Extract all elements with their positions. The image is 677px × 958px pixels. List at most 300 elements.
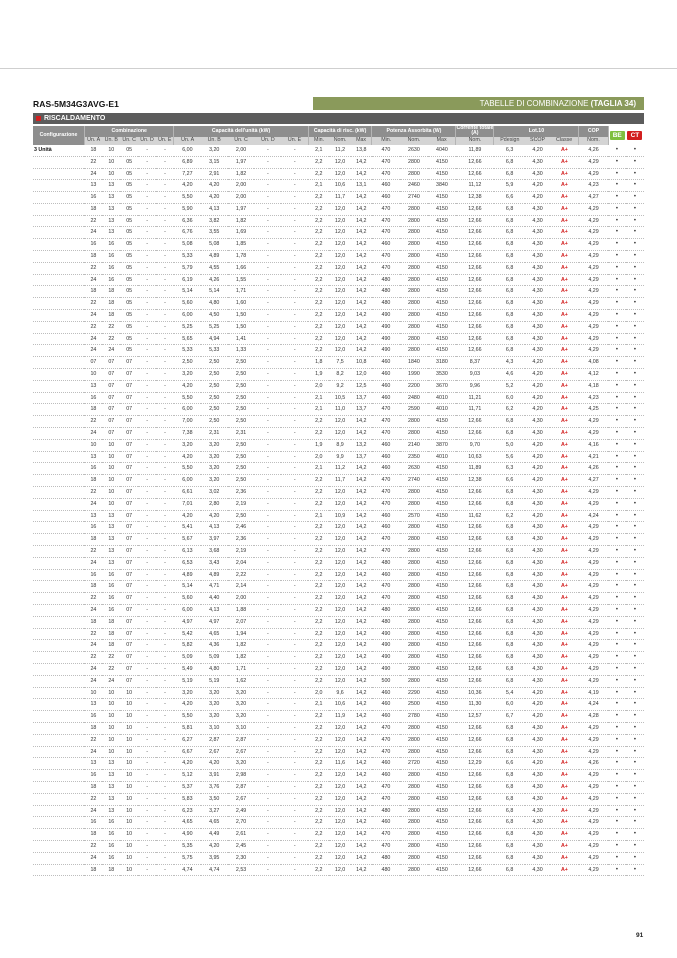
table-cell: 2,36 <box>228 534 255 546</box>
table-cell: 3,20 <box>201 475 228 487</box>
table-cell: 4,30 <box>525 262 550 274</box>
energy-class-cell: A+ <box>550 262 579 274</box>
table-cell: 4,20 <box>525 687 550 699</box>
table-cell: - <box>156 475 174 487</box>
table-cell: - <box>254 628 281 640</box>
table-cell: 490 <box>372 652 400 664</box>
table-cell: 07 <box>102 404 120 416</box>
table-cell: 07 <box>120 616 138 628</box>
table-cell: - <box>281 498 308 510</box>
table-cell: 13,1 <box>351 180 372 192</box>
table-cell: 4,20 <box>201 758 228 770</box>
config-cell: 3 Unità <box>33 145 84 156</box>
table-cell: - <box>281 675 308 687</box>
table-cell: 4,20 <box>525 711 550 723</box>
table-cell: - <box>138 345 156 357</box>
table-cell: 4,20 <box>525 439 550 451</box>
table-cell: 18 <box>84 475 102 487</box>
config-cell <box>33 487 84 499</box>
table-cell: 10 <box>120 770 138 782</box>
table-cell: 12,0 <box>329 498 350 510</box>
table-cell: 10,6 <box>329 180 350 192</box>
table-cell: 6,8 <box>494 522 525 534</box>
table-cell: 13 <box>102 534 120 546</box>
table-row <box>33 345 644 357</box>
table-cell: 2,2 <box>308 298 329 310</box>
table-cell: 2630 <box>400 145 428 156</box>
ct-bullet: • <box>626 734 644 746</box>
energy-class-cell: A+ <box>550 392 579 404</box>
table-cell: 07 <box>120 428 138 440</box>
table-cell: 12,66 <box>456 817 494 829</box>
table-cell: - <box>156 251 174 263</box>
config-cell <box>33 156 84 168</box>
table-cell: 4150 <box>428 829 456 841</box>
table-cell: - <box>156 451 174 463</box>
table-cell: 470 <box>372 581 400 593</box>
table-cell: 05 <box>120 215 138 227</box>
table-cell: 4150 <box>428 734 456 746</box>
table-cell: - <box>156 770 174 782</box>
ct-bullet: • <box>626 829 644 841</box>
table-cell: 2800 <box>400 817 428 829</box>
table-cell: 4150 <box>428 581 456 593</box>
table-cell: 5,25 <box>174 321 201 333</box>
energy-class-cell: A+ <box>550 369 579 381</box>
table-row <box>33 203 644 215</box>
table-row <box>33 428 644 440</box>
table-cell: 4,30 <box>525 522 550 534</box>
config-cell <box>33 428 84 440</box>
table-cell: - <box>254 616 281 628</box>
table-cell: - <box>156 392 174 404</box>
table-cell: 4150 <box>428 569 456 581</box>
table-cell: 12,0 <box>329 274 350 286</box>
table-cell: 2,50 <box>201 380 228 392</box>
energy-class-cell: A+ <box>550 428 579 440</box>
table-cell: 2,2 <box>308 711 329 723</box>
table-cell: 05 <box>120 251 138 263</box>
table-cell: 12,0 <box>351 369 372 381</box>
table-cell: - <box>254 239 281 251</box>
table-cell: - <box>156 758 174 770</box>
table-cell: 2,2 <box>308 428 329 440</box>
table-cell: 18 <box>102 616 120 628</box>
config-cell <box>33 357 84 369</box>
table-cell: 470 <box>372 498 400 510</box>
table-body <box>33 145 644 876</box>
combination-table-banner <box>313 97 644 110</box>
energy-class-cell: A+ <box>550 498 579 510</box>
table-cell: - <box>281 852 308 864</box>
ct-bullet: • <box>626 699 644 711</box>
config-cell <box>33 239 84 251</box>
table-cell: 5,6 <box>494 451 525 463</box>
table-cell: 22 <box>84 546 102 558</box>
table-cell: 3,20 <box>201 145 228 156</box>
table-cell: - <box>156 829 174 841</box>
table-cell: 3180 <box>428 357 456 369</box>
config-cell <box>33 557 84 569</box>
table-row <box>33 156 644 168</box>
energy-class-cell: A+ <box>550 805 579 817</box>
table-cell: 2,50 <box>228 510 255 522</box>
table-cell: 5,67 <box>174 534 201 546</box>
be-bullet: • <box>608 380 626 392</box>
table-cell: - <box>138 298 156 310</box>
table-cell: 4,30 <box>525 498 550 510</box>
be-bullet: • <box>608 475 626 487</box>
table-cell: 460 <box>372 510 400 522</box>
table-cell: - <box>254 852 281 864</box>
table-cell: 6,23 <box>174 805 201 817</box>
table-cell: 2,04 <box>228 557 255 569</box>
table-cell: 14,2 <box>351 817 372 829</box>
table-cell: 12,0 <box>329 310 350 322</box>
header-configurazione: Configurazione <box>33 126 84 145</box>
table-cell: - <box>281 286 308 298</box>
table-row <box>33 699 644 711</box>
table-cell: 4,30 <box>525 734 550 746</box>
table-cell: - <box>281 156 308 168</box>
table-cell: 4150 <box>428 239 456 251</box>
table-cell: 6,8 <box>494 581 525 593</box>
table-cell: 13 <box>102 781 120 793</box>
table-cell: - <box>254 262 281 274</box>
table-cell: 3,10 <box>201 722 228 734</box>
table-row <box>33 498 644 510</box>
subheader-cell: Un. D <box>138 137 156 145</box>
table-cell: 07 <box>120 475 138 487</box>
table-row <box>33 593 644 605</box>
table-cell: - <box>138 699 156 711</box>
table-cell: 11,89 <box>456 145 494 156</box>
ct-bullet: • <box>626 534 644 546</box>
table-cell: 12,66 <box>456 345 494 357</box>
table-cell: 470 <box>372 734 400 746</box>
table-cell: 14,2 <box>351 333 372 345</box>
config-cell <box>33 722 84 734</box>
table-cell: 4,26 <box>579 463 608 475</box>
table-cell: 12,0 <box>329 262 350 274</box>
energy-class-cell: A+ <box>550 852 579 864</box>
table-cell: - <box>281 864 308 876</box>
config-cell <box>33 805 84 817</box>
table-row <box>33 781 644 793</box>
table-cell: 24 <box>102 345 120 357</box>
table-cell: 14,2 <box>351 227 372 239</box>
table-cell: 6,36 <box>174 215 201 227</box>
table-cell: 6,8 <box>494 852 525 864</box>
table-cell: 2740 <box>400 192 428 204</box>
table-cell: - <box>156 699 174 711</box>
table-cell: 18 <box>102 310 120 322</box>
table-cell: - <box>281 321 308 333</box>
table-cell: - <box>138 274 156 286</box>
table-cell: - <box>138 852 156 864</box>
table-cell: 2800 <box>400 546 428 558</box>
table-cell: 460 <box>372 699 400 711</box>
table-cell: 4,20 <box>525 758 550 770</box>
table-cell: 1,9 <box>308 439 329 451</box>
table-cell: - <box>138 428 156 440</box>
be-bullet: • <box>608 215 626 227</box>
energy-class-cell: A+ <box>550 298 579 310</box>
table-cell: - <box>138 475 156 487</box>
table-cell: 05 <box>120 192 138 204</box>
table-cell: 07 <box>120 628 138 640</box>
table-cell: 4,30 <box>525 864 550 876</box>
table-cell: - <box>281 380 308 392</box>
be-bullet: • <box>608 699 626 711</box>
table-cell: 14,2 <box>351 746 372 758</box>
table-cell: 4150 <box>428 864 456 876</box>
table-cell: 5,33 <box>201 345 228 357</box>
energy-class-cell: A+ <box>550 675 579 687</box>
config-cell <box>33 663 84 675</box>
table-cell: - <box>281 699 308 711</box>
table-cell: 6,8 <box>494 805 525 817</box>
table-row <box>33 675 644 687</box>
table-cell: 16 <box>84 770 102 782</box>
table-cell: 7,38 <box>174 428 201 440</box>
table-cell: - <box>138 416 156 428</box>
table-cell: 18 <box>102 286 120 298</box>
table-cell: 4,30 <box>525 298 550 310</box>
energy-class-cell: A+ <box>550 770 579 782</box>
table-cell: - <box>254 392 281 404</box>
table-cell: 13,7 <box>351 392 372 404</box>
table-row <box>33 793 644 805</box>
table-cell: 14,2 <box>351 805 372 817</box>
table-cell: - <box>281 770 308 782</box>
table-cell: 6,8 <box>494 416 525 428</box>
table-cell: - <box>254 663 281 675</box>
table-cell: - <box>156 192 174 204</box>
table-cell: 22 <box>84 215 102 227</box>
table-cell: 2,1 <box>308 145 329 156</box>
energy-class-cell: A+ <box>550 463 579 475</box>
table-cell: 12,0 <box>329 428 350 440</box>
table-row <box>33 274 644 286</box>
energy-class-cell: A+ <box>550 569 579 581</box>
table-cell: 2,2 <box>308 168 329 180</box>
table-cell: - <box>254 345 281 357</box>
energy-class-cell: A+ <box>550 321 579 333</box>
table-cell: 1,94 <box>228 628 255 640</box>
table-cell: 470 <box>372 156 400 168</box>
table-cell: - <box>281 840 308 852</box>
table-cell: 3,10 <box>228 722 255 734</box>
table-cell: - <box>156 333 174 345</box>
table-cell: 6,8 <box>494 652 525 664</box>
config-cell <box>33 203 84 215</box>
table-cell: 4,20 <box>525 180 550 192</box>
table-cell: 8,9 <box>329 439 350 451</box>
table-cell: - <box>281 711 308 723</box>
table-cell: 2,49 <box>228 805 255 817</box>
table-cell: 05 <box>120 333 138 345</box>
be-bullet: • <box>608 416 626 428</box>
table-cell: 10 <box>120 711 138 723</box>
table-cell: 470 <box>372 840 400 852</box>
table-cell: 13 <box>102 805 120 817</box>
be-bullet: • <box>608 298 626 310</box>
table-cell: - <box>156 510 174 522</box>
table-row <box>33 404 644 416</box>
ct-bullet: • <box>626 274 644 286</box>
table-cell: 460 <box>372 569 400 581</box>
table-cell: 4,29 <box>579 298 608 310</box>
table-cell: - <box>281 805 308 817</box>
table-row <box>33 829 644 841</box>
table-cell: 470 <box>372 145 400 156</box>
table-cell: 12,66 <box>456 298 494 310</box>
table-cell: 6,00 <box>174 310 201 322</box>
table-cell: 4,29 <box>579 215 608 227</box>
table-cell: 5,09 <box>201 652 228 664</box>
ct-bullet: • <box>626 487 644 499</box>
table-cell: 4150 <box>428 593 456 605</box>
table-cell: 4,89 <box>174 569 201 581</box>
table-cell: - <box>254 817 281 829</box>
table-cell: 13 <box>102 770 120 782</box>
table-cell: 14,2 <box>351 239 372 251</box>
table-cell: 2,2 <box>308 652 329 664</box>
ct-bullet: • <box>626 616 644 628</box>
table-cell: - <box>281 746 308 758</box>
table-cell: 2,50 <box>228 463 255 475</box>
table-cell: 16 <box>84 392 102 404</box>
table-cell: 07 <box>120 675 138 687</box>
table-row <box>33 380 644 392</box>
table-cell: - <box>138 734 156 746</box>
table-row <box>33 192 644 204</box>
table-cell: 10 <box>102 156 120 168</box>
table-cell: - <box>254 286 281 298</box>
table-cell: - <box>254 534 281 546</box>
table-cell: 2800 <box>400 262 428 274</box>
table-cell: - <box>281 145 308 156</box>
table-cell: 12,66 <box>456 581 494 593</box>
config-cell <box>33 522 84 534</box>
ct-bullet: • <box>626 852 644 864</box>
table-cell: 07 <box>120 569 138 581</box>
energy-class-cell: A+ <box>550 251 579 263</box>
table-cell: 2,36 <box>228 487 255 499</box>
table-cell: 2800 <box>400 251 428 263</box>
ct-bullet: • <box>626 604 644 616</box>
table-cell: 6,8 <box>494 793 525 805</box>
table-cell: - <box>156 581 174 593</box>
subheader-cell: Un. E <box>156 137 174 145</box>
table-row <box>33 546 644 558</box>
table-cell: 10 <box>102 711 120 723</box>
table-cell: 12,0 <box>329 168 350 180</box>
table-cell: 470 <box>372 416 400 428</box>
ct-bullet: • <box>626 439 644 451</box>
table-cell: 2,2 <box>308 156 329 168</box>
combination-table <box>33 126 644 876</box>
energy-class-cell: A+ <box>550 439 579 451</box>
table-cell: 5,33 <box>174 345 201 357</box>
table-cell: 2,2 <box>308 498 329 510</box>
table-cell: - <box>156 604 174 616</box>
table-cell: 6,2 <box>494 404 525 416</box>
table-cell: 490 <box>372 321 400 333</box>
energy-class-cell: A+ <box>550 711 579 723</box>
table-cell: 18 <box>84 534 102 546</box>
table-cell: 2,2 <box>308 345 329 357</box>
table-cell: 3,43 <box>201 557 228 569</box>
table-cell: 4,29 <box>579 310 608 322</box>
table-cell: 05 <box>120 298 138 310</box>
table-cell: - <box>254 805 281 817</box>
table-cell: 2,22 <box>228 569 255 581</box>
table-cell: 6,53 <box>174 557 201 569</box>
config-cell <box>33 829 84 841</box>
table-cell: 14,2 <box>351 687 372 699</box>
table-cell: 12,38 <box>456 192 494 204</box>
table-cell: 07 <box>102 369 120 381</box>
table-cell: 2800 <box>400 770 428 782</box>
table-cell: 12,66 <box>456 652 494 664</box>
table-cell: 6,8 <box>494 487 525 499</box>
table-cell: - <box>156 286 174 298</box>
table-cell: 4150 <box>428 298 456 310</box>
table-cell: 4,30 <box>525 829 550 841</box>
table-cell: 4,27 <box>579 475 608 487</box>
table-cell: 2800 <box>400 663 428 675</box>
table-cell: 4,30 <box>525 227 550 239</box>
table-cell: 1,78 <box>228 251 255 263</box>
table-cell: 14,2 <box>351 498 372 510</box>
table-cell: 4,29 <box>579 840 608 852</box>
table-cell: 10 <box>102 451 120 463</box>
table-cell: 470 <box>372 546 400 558</box>
table-cell: 6,13 <box>174 546 201 558</box>
table-cell: 9,2 <box>329 380 350 392</box>
config-cell <box>33 498 84 510</box>
table-cell: - <box>254 699 281 711</box>
table-cell: 2140 <box>400 439 428 451</box>
table-cell: 4,3 <box>494 357 525 369</box>
table-cell: 2800 <box>400 864 428 876</box>
table-cell: - <box>138 145 156 156</box>
config-cell <box>33 180 84 192</box>
table-cell: 2800 <box>400 298 428 310</box>
table-cell: 2350 <box>400 451 428 463</box>
config-cell <box>33 534 84 546</box>
table-cell: 5,2 <box>494 380 525 392</box>
table-cell: 490 <box>372 310 400 322</box>
table-cell: 12,66 <box>456 498 494 510</box>
table-cell: 2,50 <box>201 404 228 416</box>
section-bar <box>33 113 644 124</box>
be-bullet: • <box>608 203 626 215</box>
table-cell: 16 <box>102 251 120 263</box>
table-cell: 2,2 <box>308 333 329 345</box>
table-cell: 14,2 <box>351 251 372 263</box>
energy-class-cell: A+ <box>550 640 579 652</box>
table-cell: 9,03 <box>456 369 494 381</box>
table-cell: 13 <box>102 215 120 227</box>
table-cell: - <box>156 734 174 746</box>
table-cell: 12,0 <box>329 251 350 263</box>
table-cell: 12,66 <box>456 793 494 805</box>
table-cell: 2,2 <box>308 675 329 687</box>
table-cell: - <box>138 581 156 593</box>
